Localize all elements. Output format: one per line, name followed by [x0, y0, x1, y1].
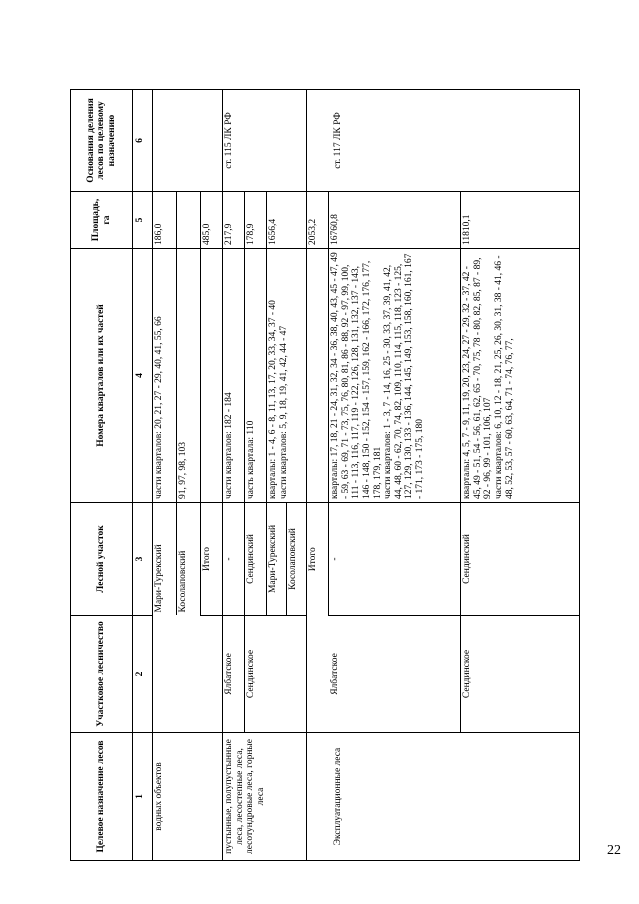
- header-quarters: Номера кварталов или их частей: [71, 249, 133, 503]
- column-number: 3: [133, 503, 153, 616]
- total-label: Итого: [307, 503, 329, 616]
- purpose-exploit: Эксплуатационные леса: [329, 733, 580, 861]
- basis-cell: ст. 117 ЛК РФ: [329, 90, 580, 192]
- quarters-cell: часть квартала: 110: [245, 249, 267, 503]
- column-number: 6: [133, 90, 153, 192]
- table-row: [329, 90, 461, 861]
- area-cell: 1656,4: [267, 192, 307, 249]
- forestry-name: Сендинское: [245, 616, 307, 733]
- header-area: Площадь, га: [71, 192, 133, 249]
- column-number-row: [133, 90, 153, 861]
- header-purpose: Целевое назначение лесов: [71, 733, 133, 861]
- area-cell: 186,0: [153, 192, 177, 249]
- forest-purpose-table: [70, 89, 580, 861]
- total-label: Итого: [201, 503, 223, 616]
- purpose-desert: пустынные, полупустынные леса, лесостепные леса, лесотундровые леса, горные леса: [223, 733, 307, 861]
- quarters-cell: части кварталов: 20, 21, 27 - 29, 40, 41, 55, 66: [153, 249, 177, 503]
- plot-name: -: [223, 503, 245, 616]
- forestry-name: Ялбатское: [329, 616, 461, 733]
- header-forestry: Участковое лесничество: [71, 616, 133, 733]
- quarters-cell: части кварталов: 182 - 184: [223, 249, 245, 503]
- table-row: [177, 90, 201, 861]
- plot-name: -: [329, 503, 461, 616]
- quarters-cell: [329, 249, 461, 503]
- plot-name: Сендинский: [461, 503, 580, 616]
- quarters-cell: 91, 97, 98, 103: [177, 249, 201, 503]
- quarters-list: кварталы: 1 - 4, 6 - 8, 11, 13, 17, 20, 33, 34, 37 - 40: [268, 300, 278, 499]
- parts-list: части кварталов: 1 - 3, 7 - 14, 16, 25 - 30, 33, 37, 39, 41, 42, 44, 48, 60 - 62, 70, 74, 82, 109, 110, 114, 115, 118, 123 - 125, 127, 129, 130, 133 - 136, 144, 145, 149, 153, 158, 160, 161, 167 - 171, 173 - 175, 180: [383, 253, 425, 499]
- area-cell: 16760,8: [329, 192, 461, 249]
- parts-list: части кварталов: 6, 10, 12 - 18, 21, 25, 26, 30, 31, 38 - 41, 46 - 48, 52, 53, 57 - 60, 63, 64, 71 - 74, 76, 77,: [493, 255, 515, 499]
- page-number: 22: [607, 843, 621, 858]
- plot-name: Сендинский: [245, 503, 267, 616]
- basis-cell: ст. 115 ЛК РФ: [223, 90, 307, 192]
- quarters-list: кварталы: 17, 18, 21 - 24, 31, 32, 34 - 36, 38, 40, 43, 45 - 47, 49 - 59, 63 - 69, 71 - 73, 75, 76, 80, 81, 86 - 88, 92 - 97, 99, 100, 111 - 113, 116, 117, 119 - 122, 126, 128, 131, 132, 137 - 143, 146 - 148, 150 - 152, 154 - 157, 159, 162 - 166, 172, 176, 177, 178, 179, 181: [330, 252, 383, 499]
- plot-name: Мари-Турекский: [153, 503, 177, 616]
- table-row: [223, 90, 245, 861]
- plot-name: Косолаповский: [177, 503, 201, 616]
- column-number: 4: [133, 249, 153, 503]
- table-row: [153, 90, 177, 861]
- parts-list: части кварталов: 5, 9, 18, 19, 41, 42, 44 - 47: [278, 325, 289, 499]
- forestry-name: Ялбатское: [223, 616, 245, 733]
- column-number: 5: [133, 192, 153, 249]
- total-row: [307, 90, 329, 861]
- quarters-cell: [461, 249, 580, 503]
- area-cell: 11810,1: [461, 192, 580, 249]
- column-number: 2: [133, 616, 153, 733]
- header-row: [71, 90, 133, 861]
- rotated-page-content: [70, 90, 580, 861]
- area-cell: 178,9: [245, 192, 267, 249]
- quarters-cell: [267, 249, 307, 503]
- area-cell: 217,9: [223, 192, 245, 249]
- quarters-list: кварталы: 4, 5, 7 - 9, 11, 19, 20, 23, 24, 27 - 29, 32 - 37, 42 - 45, 49 - 51, 54 - 56, 61, 62, 65 - 70, 75, 78 - 80, 82, 85, 87 - 89, 92 - 96, 99 - 101, 106, 107: [462, 257, 494, 499]
- plot-name: Мари-Турекский: [267, 503, 287, 616]
- purpose-water: водных объектов: [153, 733, 177, 861]
- header-basis: Основания деления лесов по целевому назначению: [71, 90, 133, 192]
- plot-name: Косолаповский: [287, 503, 307, 616]
- total-row: [201, 90, 223, 861]
- total-area: 2053,2: [307, 192, 329, 249]
- forestry-name: Сендинское: [461, 616, 580, 733]
- column-number: 1: [133, 733, 153, 861]
- header-plot: Лесной участок: [71, 503, 133, 616]
- total-area: 485,0: [201, 192, 223, 249]
